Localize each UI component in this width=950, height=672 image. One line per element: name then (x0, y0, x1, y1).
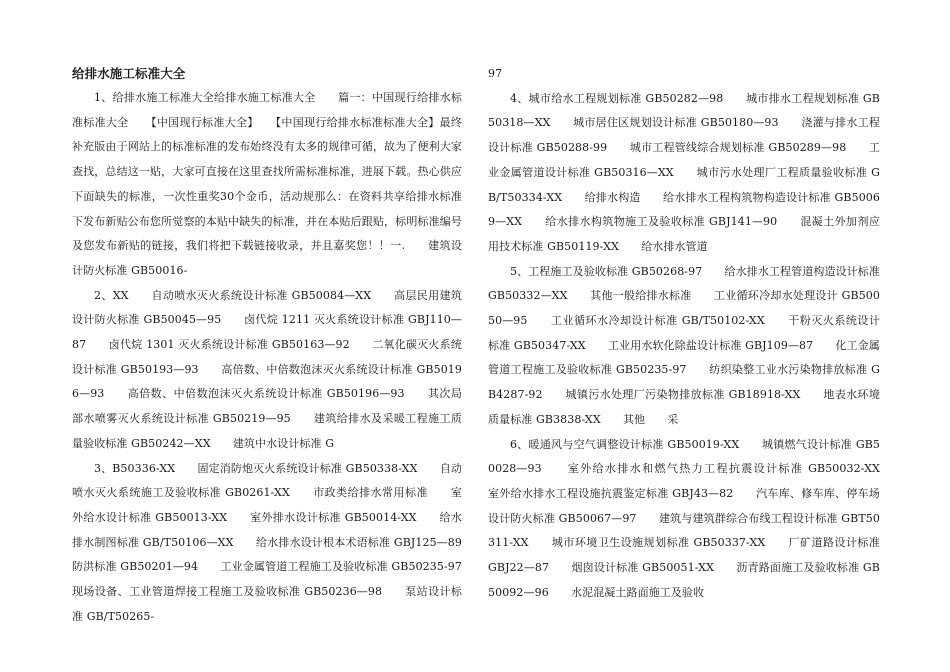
paragraph-1: 1、给排水施工标准大全给排水施工标准大全 篇一：中国现行给排水标准标准大全 【中国现行标准大全】 【中国现行给排水标准标准大全】最终补充版由于网站上的标准标准的发布始终没有太多的规律可循，故为了便利大家查找，总结这一贴，大家可直接在这里查找所需标准标准，进展下载。热心供应下面缺失的标准，一次性重奖30个金币，活动规那么：在资料共享给排水标准下发布新贴公布您所觉察的本贴中缺失的标准，并在本贴后跟贴，标明标准编号及您发布新贴的链接，我们将把下载链接收录，并且嘉奖您！！一. 建筑设计防火标准 GB50016- (72, 91, 462, 277)
paragraph-6: 6、暖通风与空气调整设计标准 GB50019-XX 城镇燃气设计标准 GB50028—93 室外给水排水和燃气热力工程抗震设计标准 GB50032-XX 室外给水排水工程设施抗震鉴定标准 GBJ43—82 汽车库、修车库、停车场设计防火标准 GB50067—97 建筑与建筑群综合布线工程设计标准 GBT50311-XX 城市环境卫生设施规划标准 GB50337-XX 厂矿道路设计标准 GBJ22—87 烟囱设计标准 GB50051-XX 沥青路面施工及验收标准 GB50092—96 水泥混凝土路面施工及验收 (488, 437, 903, 599)
paragraph-5: 5、工程施工及验收标准 GB50268-97 给水排水工程管道构造设计标准 GB50332—XX 其他一般给排水标准 工业循环冷却水处理设计 GB50050—95 工业循环水冷却设计标准 GB/T50102-XX 干粉灭火系统设计标准 GB50347-XX 工业用水软化除盐设计标准 GBJ109—87 化工金属管道工程施工及验收标准 GB50235-97 纺织染整工业水污染物排放标准 GB4287-92 城镇污水处理厂污染物排放标准 GB18918-XX 地表水环境质量标准 GB3838-XX 其他 采 (488, 264, 880, 426)
left-column (72, 62, 485, 629)
paragraph-3-continuation: 97 (488, 67, 503, 80)
right-column (488, 62, 903, 605)
paragraph-4: 4、城市给水工程规划标准 GB50282—98 城市排水工程规划标准 GB50318—XX 城市居住区规划设计标准 GB50180—93 浇灌与排水工程设计标准 GB50288-99 城市工程管线综合规划标准 GB50289—98 工业金属管道设计标准 GB50316—XX 城市污水处理厂工程质量验收标准 GB/T50334-XX 给排水构造 给水排水工程构筑物构造设计标准 GB50069—XX 给水排水构筑物施工及验收标准 GBJ141—90 混凝土外加剂应用技术标准 GB50119-XX 给水排水管道 (488, 91, 880, 253)
document-title: 给排水施工标准大全 (72, 66, 186, 81)
paragraph-2: 2、XX 自动喷水灭火系统设计标准 GB50084—XX 高层民用建筑设计防火标准 GB50045—95 卤代烷 1211 灭火系统设计标准 GBJ110—87 卤代烷 1301 灭火系统设计标准 GB50163—92 二氧化碳灭火系统设计标准 GB50193—93 高倍数、中倍数泡沫灭火系统设计标准 GB50196—93 高倍数、中倍数泡沫灭火系统设计标准 GB50196—93 其次局部水喷雾灭火系统设计标准 GB50219—95 建筑给排水及采暖工程施工质量验收标准 GB50242—XX 建筑中水设计标准 G (72, 288, 462, 450)
paragraph-3: 3、B50336-XX 固定消防炮灭火系统设计标准 GB50338-XX 自动喷水灭火系统施工及验收标准 GB0261-XX 市政类给排水常用标准 室外给水设计标准 GB50013-XX 室外排水设计标准 GB50014-XX 给水排水制图标准 GB/T50106—XX 给水排水设计根本术语标准 GBJ125—89 防洪标准 GB50201—94 工业金属管道工程施工及验收标准 GB50235-97 现场设备、工业管道焊接工程施工及验收标准 GB50236—98 泵站设计标准 GB/T50265- (72, 461, 485, 623)
